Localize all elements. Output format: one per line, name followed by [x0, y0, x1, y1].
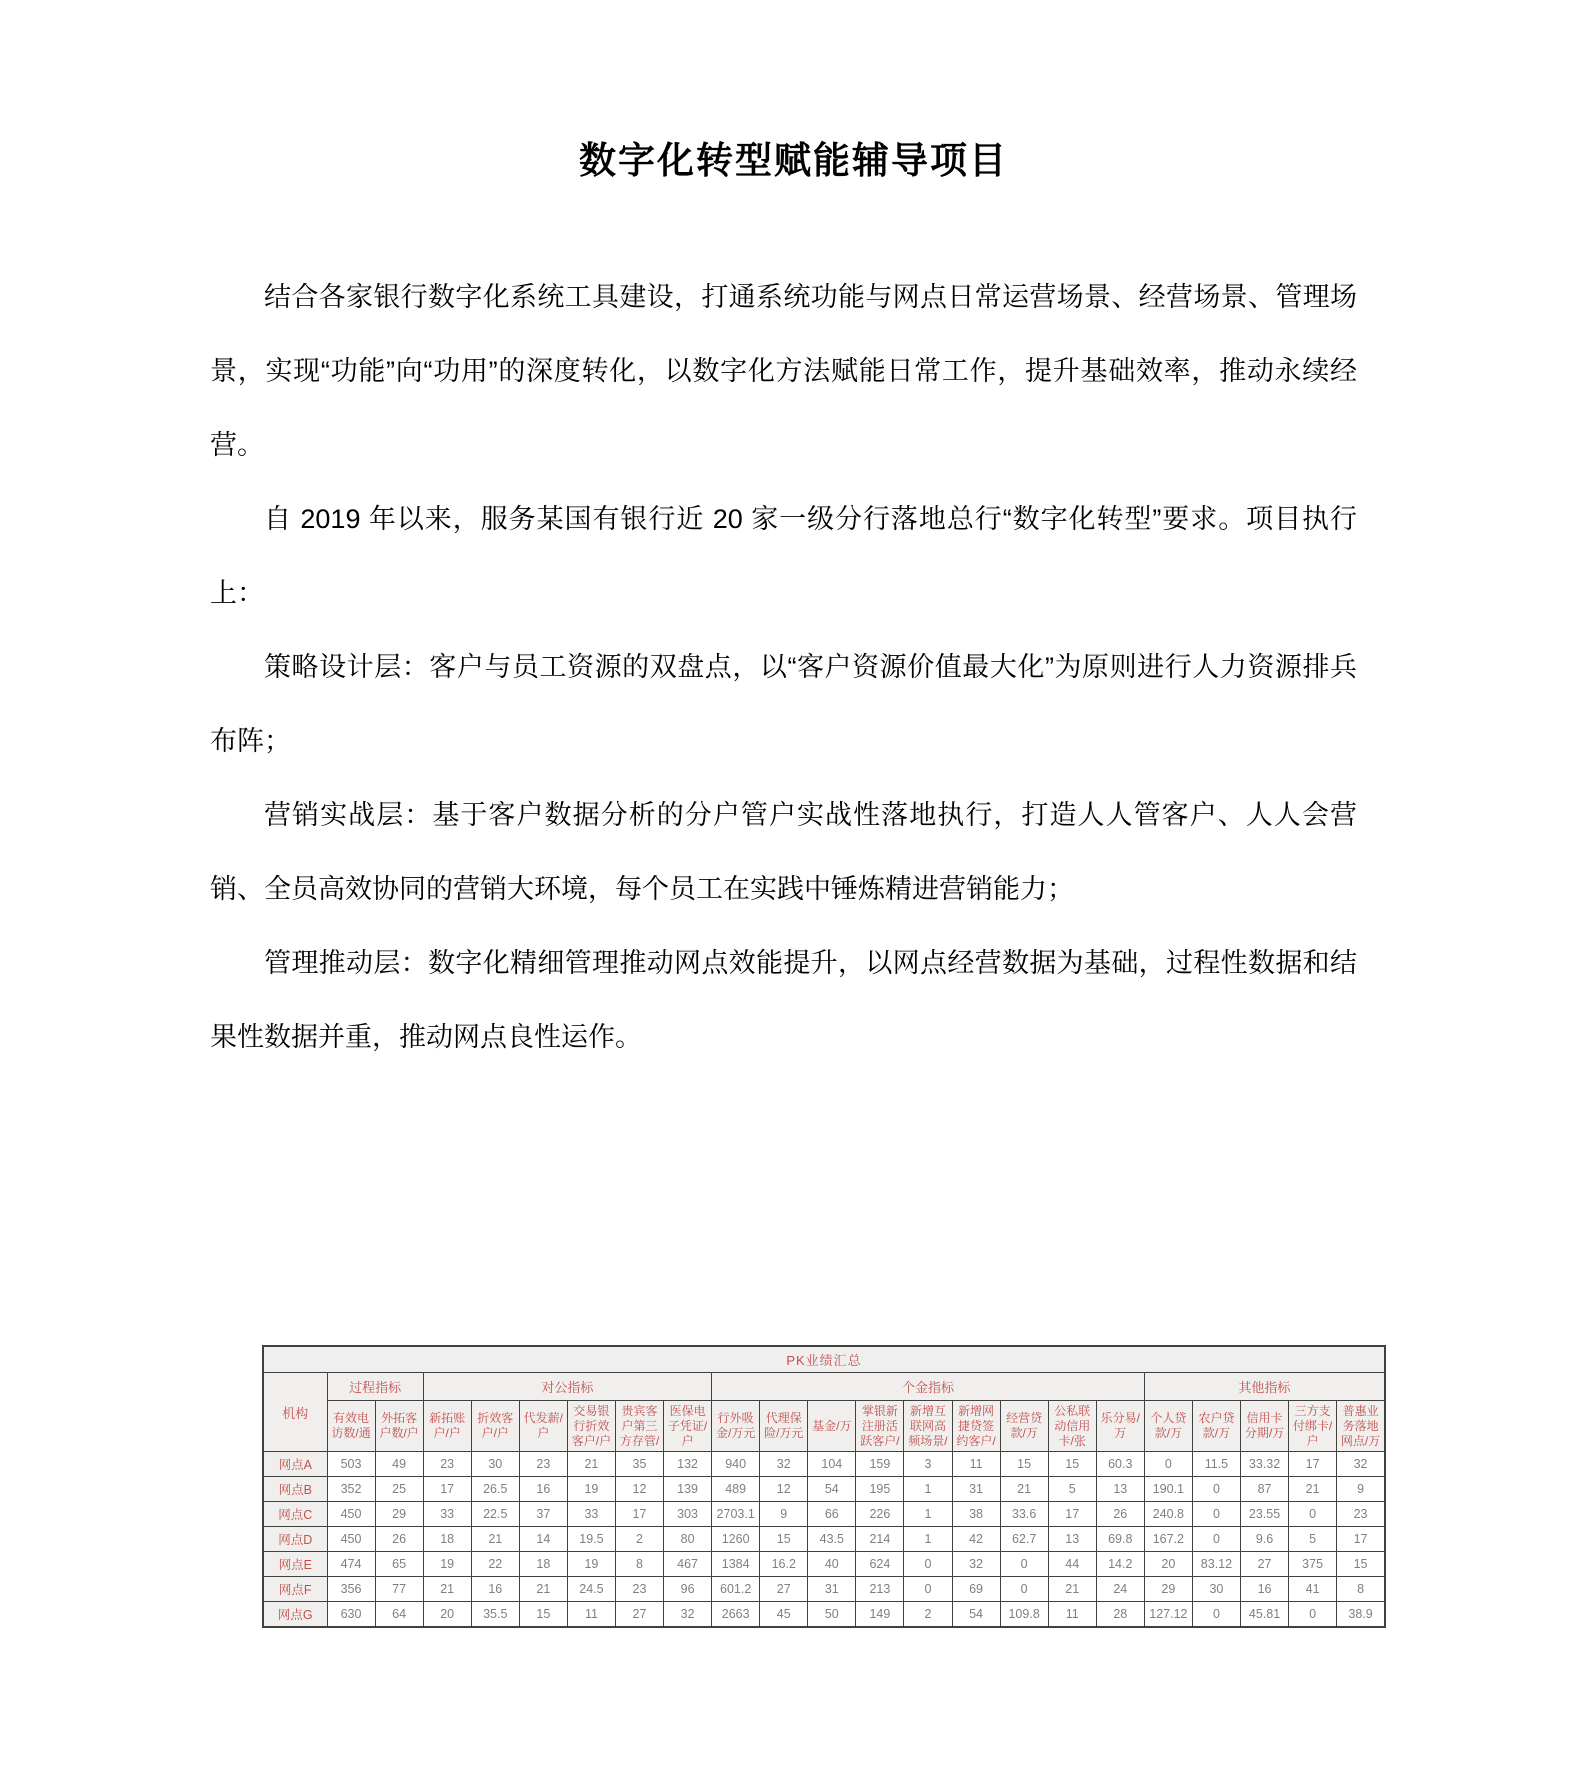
value-cell: 167.2	[1144, 1527, 1192, 1552]
value-cell: 23	[519, 1452, 567, 1477]
value-cell: 0	[1144, 1452, 1192, 1477]
value-cell: 0	[1192, 1602, 1240, 1628]
table-row	[263, 1527, 1385, 1552]
value-cell: 24	[1096, 1577, 1144, 1602]
value-cell: 624	[856, 1552, 904, 1577]
value-cell: 352	[327, 1477, 375, 1502]
value-cell: 26	[1096, 1502, 1144, 1527]
value-cell: 66	[808, 1502, 856, 1527]
value-cell: 1	[904, 1527, 952, 1552]
value-cell: 1384	[712, 1552, 760, 1577]
value-cell: 20	[1144, 1552, 1192, 1577]
value-cell: 19	[567, 1552, 615, 1577]
value-cell: 26	[375, 1527, 423, 1552]
value-cell: 29	[1144, 1577, 1192, 1602]
value-cell: 30	[1192, 1577, 1240, 1602]
value-cell: 8	[615, 1552, 663, 1577]
value-cell: 0	[904, 1577, 952, 1602]
value-cell: 21	[519, 1577, 567, 1602]
metric-header: 农户贷款/万	[1192, 1401, 1240, 1452]
value-cell: 69.8	[1096, 1527, 1144, 1552]
metric-header: 有效电访数/通	[327, 1401, 375, 1452]
value-cell: 8	[1337, 1577, 1385, 1602]
value-cell: 139	[664, 1477, 712, 1502]
value-cell: 62.7	[1000, 1527, 1048, 1552]
value-cell: 303	[664, 1502, 712, 1527]
value-cell: 11	[567, 1602, 615, 1628]
pk-performance-table	[262, 1345, 1386, 1628]
value-cell: 467	[664, 1552, 712, 1577]
value-cell: 27	[615, 1602, 663, 1628]
metric-header: 三方支付绑卡/户	[1289, 1401, 1337, 1452]
value-cell: 32	[1337, 1452, 1385, 1477]
value-cell: 30	[471, 1452, 519, 1477]
metric-header: 基金/万	[808, 1401, 856, 1452]
value-cell: 17	[423, 1477, 471, 1502]
value-cell: 240.8	[1144, 1502, 1192, 1527]
metric-header: 代发薪/户	[519, 1401, 567, 1452]
table-title-row	[263, 1346, 1385, 1373]
value-cell: 450	[327, 1502, 375, 1527]
value-cell: 32	[952, 1552, 1000, 1577]
value-cell: 45	[760, 1602, 808, 1628]
value-cell: 16	[471, 1577, 519, 1602]
value-cell: 15	[519, 1602, 567, 1628]
value-cell: 15	[1000, 1452, 1048, 1477]
paragraph-2: 自 2019 年以来，服务某国有银行近 20 家一级分行落地总行“数字化转型”要求。项目执行上：	[210, 504, 1357, 608]
document-title: 数字化转型赋能辅导项目	[579, 140, 1008, 181]
metric-header: 新增互联网高频场景/	[904, 1401, 952, 1452]
value-cell: 60.3	[1096, 1452, 1144, 1477]
metric-header: 乐分易/万	[1096, 1401, 1144, 1452]
value-cell: 35	[615, 1452, 663, 1477]
value-cell: 23.55	[1240, 1502, 1288, 1527]
org-cell: 网点B	[263, 1477, 327, 1502]
value-cell: 42	[952, 1527, 1000, 1552]
metric-header: 经营贷款/万	[1000, 1401, 1048, 1452]
value-cell: 69	[952, 1577, 1000, 1602]
table-row	[263, 1502, 1385, 1527]
value-cell: 23	[423, 1452, 471, 1477]
value-cell: 31	[808, 1577, 856, 1602]
value-cell: 18	[519, 1552, 567, 1577]
value-cell: 0	[1000, 1552, 1048, 1577]
value-cell: 11.5	[1192, 1452, 1240, 1477]
value-cell: 41	[1289, 1577, 1337, 1602]
metric-header: 外拓客户数/户	[375, 1401, 423, 1452]
value-cell: 33.6	[1000, 1502, 1048, 1527]
value-cell: 940	[712, 1452, 760, 1477]
value-cell: 0	[1000, 1577, 1048, 1602]
value-cell: 9	[760, 1502, 808, 1527]
org-cell: 网点F	[263, 1577, 327, 1602]
value-cell: 2	[615, 1527, 663, 1552]
value-cell: 19	[423, 1552, 471, 1577]
value-cell: 14	[519, 1527, 567, 1552]
value-cell: 5	[1048, 1477, 1096, 1502]
value-cell: 104	[808, 1452, 856, 1477]
value-cell: 16	[1240, 1577, 1288, 1602]
group-header-process: 过程指标	[327, 1373, 423, 1401]
value-cell: 601.2	[712, 1577, 760, 1602]
document-body	[210, 260, 1357, 1074]
value-cell: 2	[904, 1602, 952, 1628]
value-cell: 21	[1000, 1477, 1048, 1502]
value-cell: 12	[760, 1477, 808, 1502]
value-cell: 65	[375, 1552, 423, 1577]
value-cell: 0	[1192, 1477, 1240, 1502]
table-group-header-row	[263, 1373, 1385, 1401]
value-cell: 22	[471, 1552, 519, 1577]
value-cell: 40	[808, 1552, 856, 1577]
table-row	[263, 1452, 1385, 1477]
org-column-header: 机构	[263, 1373, 327, 1452]
table-row	[263, 1477, 1385, 1502]
value-cell: 24.5	[567, 1577, 615, 1602]
value-cell: 17	[1289, 1452, 1337, 1477]
org-cell: 网点G	[263, 1602, 327, 1628]
value-cell: 43.5	[808, 1527, 856, 1552]
value-cell: 15	[1337, 1552, 1385, 1577]
value-cell: 19	[567, 1477, 615, 1502]
value-cell: 1	[904, 1477, 952, 1502]
value-cell: 2663	[712, 1602, 760, 1628]
value-cell: 503	[327, 1452, 375, 1477]
value-cell: 23	[1337, 1502, 1385, 1527]
value-cell: 32	[760, 1452, 808, 1477]
value-cell: 474	[327, 1552, 375, 1577]
value-cell: 0	[1192, 1502, 1240, 1527]
value-cell: 489	[712, 1477, 760, 1502]
value-cell: 17	[1048, 1502, 1096, 1527]
value-cell: 630	[327, 1602, 375, 1628]
value-cell: 195	[856, 1477, 904, 1502]
value-cell: 28	[1096, 1602, 1144, 1628]
value-cell: 35.5	[471, 1602, 519, 1628]
value-cell: 64	[375, 1602, 423, 1628]
value-cell: 21	[423, 1577, 471, 1602]
value-cell: 19.5	[567, 1527, 615, 1552]
org-cell: 网点A	[263, 1452, 327, 1477]
value-cell: 26.5	[471, 1477, 519, 1502]
value-cell: 450	[327, 1527, 375, 1552]
value-cell: 0	[1289, 1602, 1337, 1628]
value-cell: 22.5	[471, 1502, 519, 1527]
metric-header: 掌银新注册活跃客户/	[856, 1401, 904, 1452]
value-cell: 15	[1048, 1452, 1096, 1477]
value-cell: 13	[1048, 1527, 1096, 1552]
value-cell: 9	[1337, 1477, 1385, 1502]
value-cell: 17	[615, 1502, 663, 1527]
value-cell: 96	[664, 1577, 712, 1602]
value-cell: 83.12	[1192, 1552, 1240, 1577]
value-cell: 149	[856, 1602, 904, 1628]
group-header-corporate: 对公指标	[423, 1373, 711, 1401]
value-cell: 17	[1337, 1527, 1385, 1552]
value-cell: 23	[615, 1577, 663, 1602]
metric-header: 公私联动信用卡/张	[1048, 1401, 1096, 1452]
value-cell: 54	[808, 1477, 856, 1502]
value-cell: 11	[952, 1452, 1000, 1477]
group-header-retail: 个金指标	[712, 1373, 1145, 1401]
value-cell: 21	[1048, 1577, 1096, 1602]
value-cell: 213	[856, 1577, 904, 1602]
value-cell: 1	[904, 1502, 952, 1527]
group-header-other: 其他指标	[1144, 1373, 1385, 1401]
value-cell: 29	[375, 1502, 423, 1527]
value-cell: 15	[760, 1527, 808, 1552]
value-cell: 38.9	[1337, 1602, 1385, 1628]
paragraph-5: 管理推动层：数字化精细管理推动网点效能提升，以网点经营数据为基础，过程性数据和结果性数据并重，推动网点良性运作。	[210, 948, 1357, 1052]
metric-header: 医保电子凭证/户	[664, 1401, 712, 1452]
table-row	[263, 1602, 1385, 1628]
value-cell: 38	[952, 1502, 1000, 1527]
metric-header: 贵宾客户第三方存管/	[615, 1401, 663, 1452]
metric-header: 折效客户/户	[471, 1401, 519, 1452]
value-cell: 21	[1289, 1477, 1337, 1502]
value-cell: 5	[1289, 1527, 1337, 1552]
table-body	[263, 1452, 1385, 1628]
value-cell: 127.12	[1144, 1602, 1192, 1628]
paragraph-3: 策略设计层：客户与员工资源的双盘点，以“客户资源价值最大化”为原则进行人力资源排兵布阵；	[210, 652, 1357, 756]
table-row	[263, 1552, 1385, 1577]
value-cell: 49	[375, 1452, 423, 1477]
value-cell: 14.2	[1096, 1552, 1144, 1577]
value-cell: 33	[423, 1502, 471, 1527]
value-cell: 21	[471, 1527, 519, 1552]
org-cell: 网点E	[263, 1552, 327, 1577]
table-row	[263, 1577, 1385, 1602]
value-cell: 159	[856, 1452, 904, 1477]
metric-header: 信用卡分期/万	[1240, 1401, 1288, 1452]
value-cell: 18	[423, 1527, 471, 1552]
value-cell: 33.32	[1240, 1452, 1288, 1477]
value-cell: 77	[375, 1577, 423, 1602]
value-cell: 11	[1048, 1602, 1096, 1628]
value-cell: 2703.1	[712, 1502, 760, 1527]
metric-header: 行外吸金/万元	[712, 1401, 760, 1452]
value-cell: 44	[1048, 1552, 1096, 1577]
value-cell: 356	[327, 1577, 375, 1602]
value-cell: 32	[664, 1602, 712, 1628]
value-cell: 50	[808, 1602, 856, 1628]
value-cell: 80	[664, 1527, 712, 1552]
org-cell: 网点D	[263, 1527, 327, 1552]
metric-header: 普惠业务落地网点/万	[1337, 1401, 1385, 1452]
value-cell: 214	[856, 1527, 904, 1552]
value-cell: 1260	[712, 1527, 760, 1552]
value-cell: 132	[664, 1452, 712, 1477]
value-cell: 33	[567, 1502, 615, 1527]
value-cell: 0	[904, 1552, 952, 1577]
value-cell: 37	[519, 1502, 567, 1527]
value-cell: 31	[952, 1477, 1000, 1502]
metric-header: 交易银行折效客户/户	[567, 1401, 615, 1452]
value-cell: 13	[1096, 1477, 1144, 1502]
value-cell: 27	[1240, 1552, 1288, 1577]
paragraph-1: 结合各家银行数字化系统工具建设，打通系统功能与网点日常运营场景、经营场景、管理场景，实现“功能”向“功用”的深度转化，以数字化方法赋能日常工作，提升基础效率，推动永续经营。	[210, 282, 1357, 460]
table-metric-header-row	[263, 1401, 1385, 1452]
value-cell: 226	[856, 1502, 904, 1527]
value-cell: 3	[904, 1452, 952, 1477]
value-cell: 109.8	[1000, 1602, 1048, 1628]
value-cell: 0	[1192, 1527, 1240, 1552]
paragraph-4: 营销实战层：基于客户数据分析的分户管户实战性落地执行，打造人人管客户、人人会营销、全员高效协同的营销大环境，每个员工在实践中锤炼精进营销能力；	[210, 800, 1357, 904]
value-cell: 54	[952, 1602, 1000, 1628]
metric-header: 新增网捷贷签约客户/	[952, 1401, 1000, 1452]
value-cell: 0	[1289, 1502, 1337, 1527]
value-cell: 9.6	[1240, 1527, 1288, 1552]
value-cell: 45.81	[1240, 1602, 1288, 1628]
value-cell: 20	[423, 1602, 471, 1628]
value-cell: 375	[1289, 1552, 1337, 1577]
value-cell: 16	[519, 1477, 567, 1502]
metric-header: 代理保险/万元	[760, 1401, 808, 1452]
value-cell: 25	[375, 1477, 423, 1502]
metric-header: 新拓账户/户	[423, 1401, 471, 1452]
value-cell: 27	[760, 1577, 808, 1602]
metric-header: 个人贷款/万	[1144, 1401, 1192, 1452]
value-cell: 12	[615, 1477, 663, 1502]
value-cell: 87	[1240, 1477, 1288, 1502]
table-title: PK业绩汇总	[263, 1346, 1385, 1373]
value-cell: 16.2	[760, 1552, 808, 1577]
org-cell: 网点C	[263, 1502, 327, 1527]
value-cell: 190.1	[1144, 1477, 1192, 1502]
value-cell: 21	[567, 1452, 615, 1477]
